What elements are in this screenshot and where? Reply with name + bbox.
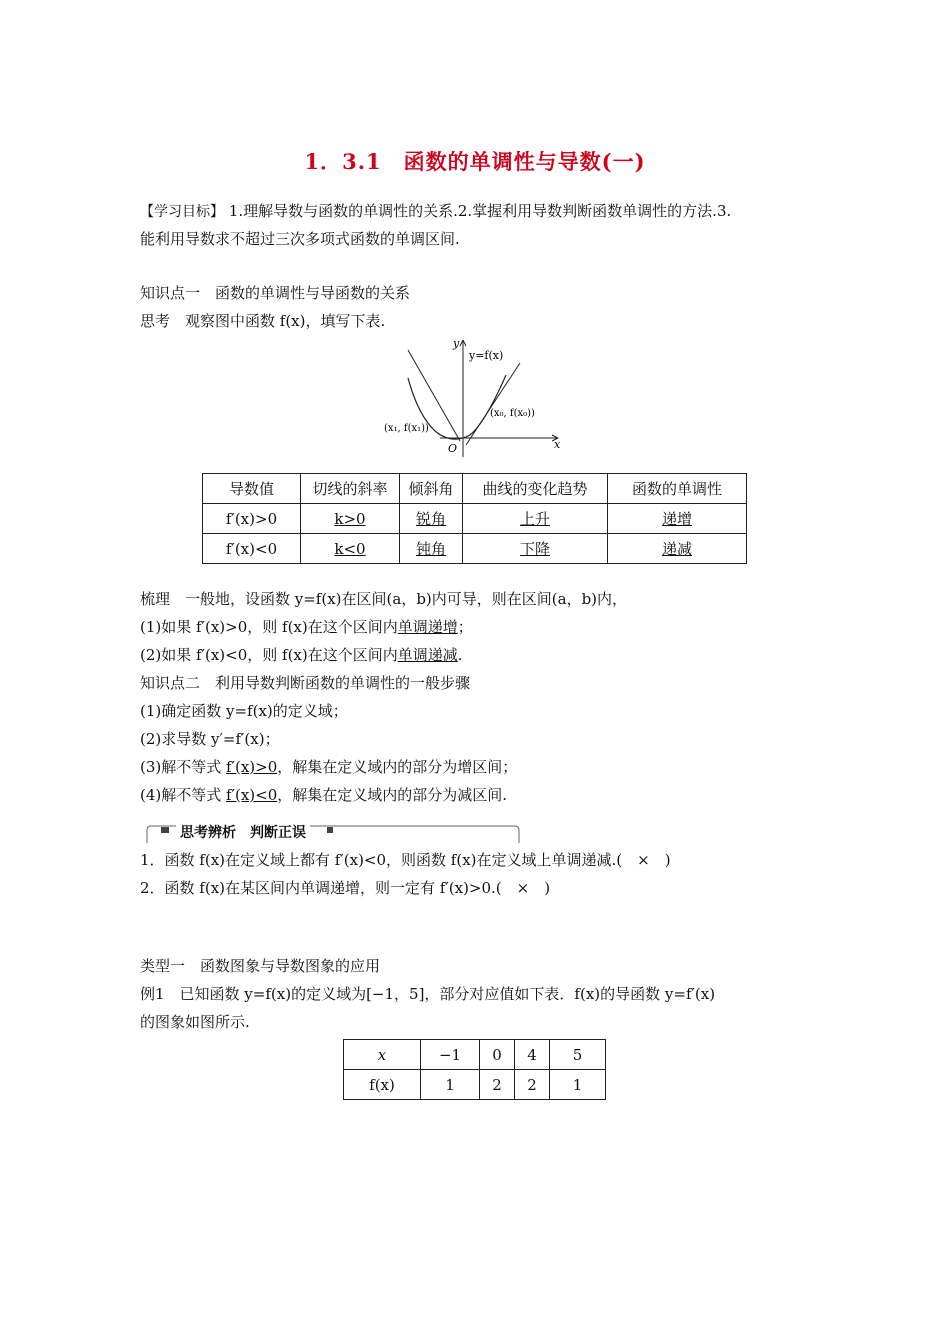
type1-heading: 类型一 函数图象与导数图象的应用 — [140, 957, 381, 975]
kp1-heading: 知识点一 函数的单调性与导函数的关系 — [140, 284, 411, 302]
table-cell-answer: 下降 — [463, 534, 608, 564]
summary-item-1-answer: 单调递增 — [397, 618, 458, 636]
summary-intro: 梳理 一般地，设函数 y=f(x)在区间(a，b)内可导，则在区间(a，b)内， — [140, 590, 628, 608]
table-header-row — [203, 474, 747, 504]
label-curve: y=f(x) — [469, 349, 504, 362]
table-cell-answer: 递增 — [608, 504, 747, 534]
table-cell-answer: k>0 — [301, 504, 400, 534]
kp2-step-3 — [140, 757, 517, 777]
table-row — [344, 1070, 606, 1100]
table-header-cell: 切线的斜率 — [301, 474, 400, 504]
summary-item-2-text: (2)如果 f′(x)<0，则 f(x)在这个区间内 — [140, 646, 398, 664]
example-1-line-1: 例1 已知函数 y=f(x)的定义域为[−1，5]，部分对应值如下表．f(x)的导函数 y=f′(x) — [140, 985, 716, 1003]
kp2-step-3-end: ，解集在定义域内的部分为增区间； — [277, 758, 518, 776]
table-header-cell: 曲线的变化趋势 — [463, 474, 608, 504]
table-cell: f′(x)<0 — [203, 534, 301, 564]
kp2-step-2: (2)求导数 y′=f′(x)； — [140, 730, 280, 748]
derivative-table — [202, 473, 747, 564]
table-cell: 1 — [421, 1070, 480, 1100]
function-graph-figure — [380, 335, 570, 460]
table-cell: f′(x)>0 — [203, 504, 301, 534]
summary-item-1-end: ； — [457, 618, 473, 636]
summary-item-2-end: . — [457, 646, 463, 664]
table-cell-answer: 钝角 — [400, 534, 463, 564]
kp2-step-4-end: ，解集在定义域内的部分为减区间. — [277, 786, 508, 804]
kp2-step-3-text: (3)解不等式 — [140, 758, 222, 776]
table-cell: 2 — [515, 1070, 550, 1100]
summary-item-1 — [140, 617, 473, 637]
table-header-cell: 倾斜角 — [400, 474, 463, 504]
kp2-step-4-text: (4)解不等式 — [140, 786, 222, 804]
kp2-heading: 知识点二 利用导数判断函数的单调性的一般步骤 — [140, 674, 471, 692]
table-cell: 0 — [480, 1040, 515, 1070]
table-cell: f(x) — [344, 1070, 421, 1100]
kp2-step-1: (1)确定函数 y=f(x)的定义域； — [140, 702, 348, 720]
summary-item-2-answer: 单调递减 — [397, 646, 458, 664]
table-cell-answer: k<0 — [301, 534, 400, 564]
summary-item-1-text: (1)如果 f′(x)>0，则 f(x)在这个区间内 — [140, 618, 398, 636]
table-cell: x — [344, 1040, 421, 1070]
table-header-cell: 导数值 — [203, 474, 301, 504]
kp2-step-4 — [140, 785, 507, 805]
table-row — [203, 504, 747, 534]
judgment-item: 2．函数 f(x)在某区间内单调递增，则一定有 f′(x)>0.( × ) — [140, 879, 551, 897]
example-1-line-2: 的图象如图所示. — [140, 1013, 250, 1031]
banner-label: 思考辨析 判断正误 — [176, 822, 310, 842]
table-cell: 5 — [550, 1040, 606, 1070]
tangent-line-x0 — [466, 363, 520, 445]
objectives-line-1 — [140, 201, 731, 222]
values-table — [343, 1039, 606, 1100]
table-cell-answer: 上升 — [463, 504, 608, 534]
page-title: 1．3.1 函数的单调性与导数(一) — [304, 149, 646, 174]
table-cell: 4 — [515, 1040, 550, 1070]
kp1-think: 思考 观察图中函数 f(x)，填写下表. — [140, 312, 386, 330]
objectives-tag: 【学习目标】 — [140, 204, 224, 220]
objectives-text-2: 能利用导数求不超过三次多项式函数的单调区间. — [140, 230, 460, 248]
objectives-text-1: 1.理解导数与函数的单调性的关系.2.掌握利用导数判断函数单调性的方法.3. — [228, 202, 732, 220]
table-cell: 1 — [550, 1070, 606, 1100]
summary-item-2 — [140, 645, 463, 665]
label-y: y — [453, 337, 460, 350]
judgment-item: 1．函数 f(x)在定义域上都有 f′(x)<0，则函数 f(x)在定义域上单调递减.( × ) — [140, 851, 671, 869]
kp2-step-4-answer: f′(x)<0 — [226, 786, 278, 804]
table-cell-answer: 递减 — [608, 534, 747, 564]
label-x: x — [554, 438, 561, 451]
label-o: O — [448, 442, 458, 455]
label-point1: (x₁, f(x₁)) — [384, 423, 429, 434]
table-cell: 2 — [480, 1070, 515, 1100]
table-header-cell: 函数的单调性 — [608, 474, 747, 504]
section-banner — [143, 822, 520, 844]
table-cell: −1 — [421, 1040, 480, 1070]
label-point0: (x₀, f(x₀)) — [490, 408, 535, 419]
table-cell-answer: 锐角 — [400, 504, 463, 534]
table-row — [344, 1040, 606, 1070]
kp2-step-3-answer: f′(x)>0 — [226, 758, 278, 776]
table-row — [203, 534, 747, 564]
